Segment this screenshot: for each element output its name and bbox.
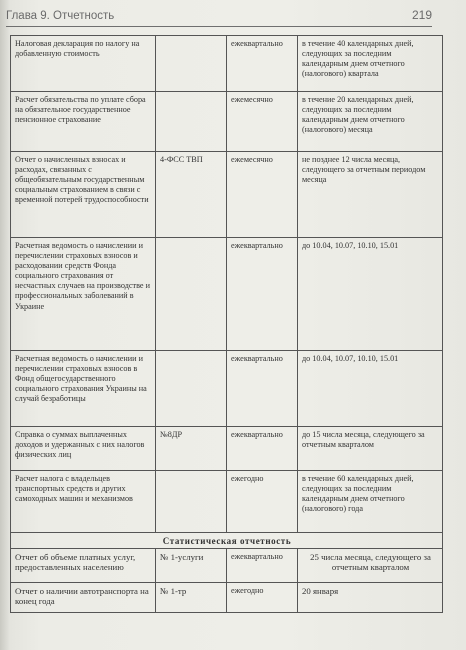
report-form-cell: 4-ФСС ТВП [156, 152, 227, 238]
report-deadline-cell: 20 января [298, 583, 443, 613]
report-deadline-cell: не позднее 12 числа месяца, следующего за отчетным периодом месяца [298, 152, 443, 238]
table-row [11, 238, 443, 351]
report-name-cell: Отчет о наличии автотранспорта на конец года [11, 583, 156, 613]
table-row [11, 92, 443, 152]
chapter-title: Глава 9. Отчетность [6, 10, 115, 22]
report-form-cell [156, 238, 227, 351]
report-form-cell [156, 36, 227, 92]
table-row [11, 351, 443, 427]
header-divider [6, 26, 432, 27]
report-period-cell: ежеквартально [227, 351, 298, 427]
report-name-cell: Отчет о начисленных взносах и расходах, связанных с общеобязательным государственным социальным страхованием в связи с временной потерей трудоспособности [11, 152, 156, 238]
table-row [11, 549, 443, 583]
report-form-cell: № 1-услуги [156, 549, 227, 583]
page-header [6, 8, 432, 26]
report-deadline-cell: в течение 20 календарных дней, следующих за последним календарным днем отчетного (налогового) месяца [298, 92, 443, 152]
report-deadline-cell: 25 числа месяца, следующего за отчетным кварталом [298, 549, 443, 583]
report-name-cell: Расчет обязательства по уплате сбора на обязательное государственное пенсионное страхование [11, 92, 156, 152]
report-deadline-cell: до 10.04, 10.07, 10.10, 15.01 [298, 238, 443, 351]
report-period-cell: ежемесячно [227, 152, 298, 238]
report-deadline-cell: до 10.04, 10.07, 10.10, 15.01 [298, 351, 443, 427]
reporting-table [10, 35, 443, 613]
table-row [11, 583, 443, 613]
report-period-cell: ежегодно [227, 471, 298, 533]
report-form-cell [156, 351, 227, 427]
table-row [11, 427, 443, 471]
report-name-cell: Расчетная ведомость о начислении и перечислении страховых взносов и расходовании средств Фонда социального страхования от несчастных случаев на производстве и профессиональных заболеваний в Украине [11, 238, 156, 351]
report-deadline-cell: до 15 числа месяца, следующего за отчетным кварталом [298, 427, 443, 471]
report-form-cell: №8ДР [156, 427, 227, 471]
report-period-cell: ежемесячно [227, 92, 298, 152]
table-row [11, 36, 443, 92]
report-period-cell: ежегодно [227, 583, 298, 613]
section-header-row [11, 533, 443, 549]
report-period-cell: ежеквартально [227, 36, 298, 92]
page-number: 219 [411, 8, 432, 22]
report-period-cell: ежеквартально [227, 427, 298, 471]
report-deadline-cell: в течение 60 календарных дней, следующих за последним календарным днем отчетного (налогового) года [298, 471, 443, 533]
report-name-cell: Расчет налога с владельцев транспортных средств и других самоходных машин и механизмов [11, 471, 156, 533]
report-name-cell: Налоговая декларация по налогу на добавленную стоимость [11, 36, 156, 92]
report-name-cell: Отчет об объеме платных услуг, предоставленных населению [11, 549, 156, 583]
table-row [11, 471, 443, 533]
report-period-cell: ежеквартально [227, 238, 298, 351]
report-name-cell: Справка о суммах выплаченных доходов и удержанных с них налогов физических лиц [11, 427, 156, 471]
table-row [11, 152, 443, 238]
report-form-cell: № 1-тр [156, 583, 227, 613]
report-name-cell: Расчетная ведомость о начислении и перечислении страховых взносов в Фонд общегосударственного социального страхования Украины на случай безработицы [11, 351, 156, 427]
report-deadline-cell: в течение 40 календарных дней, следующих за последним календарным днем отчетного (налогового) квартала [298, 36, 443, 92]
report-form-cell [156, 471, 227, 533]
report-period-cell: ежеквартально [227, 549, 298, 583]
report-form-cell [156, 92, 227, 152]
section-title: Статистическая отчетность [11, 533, 443, 549]
